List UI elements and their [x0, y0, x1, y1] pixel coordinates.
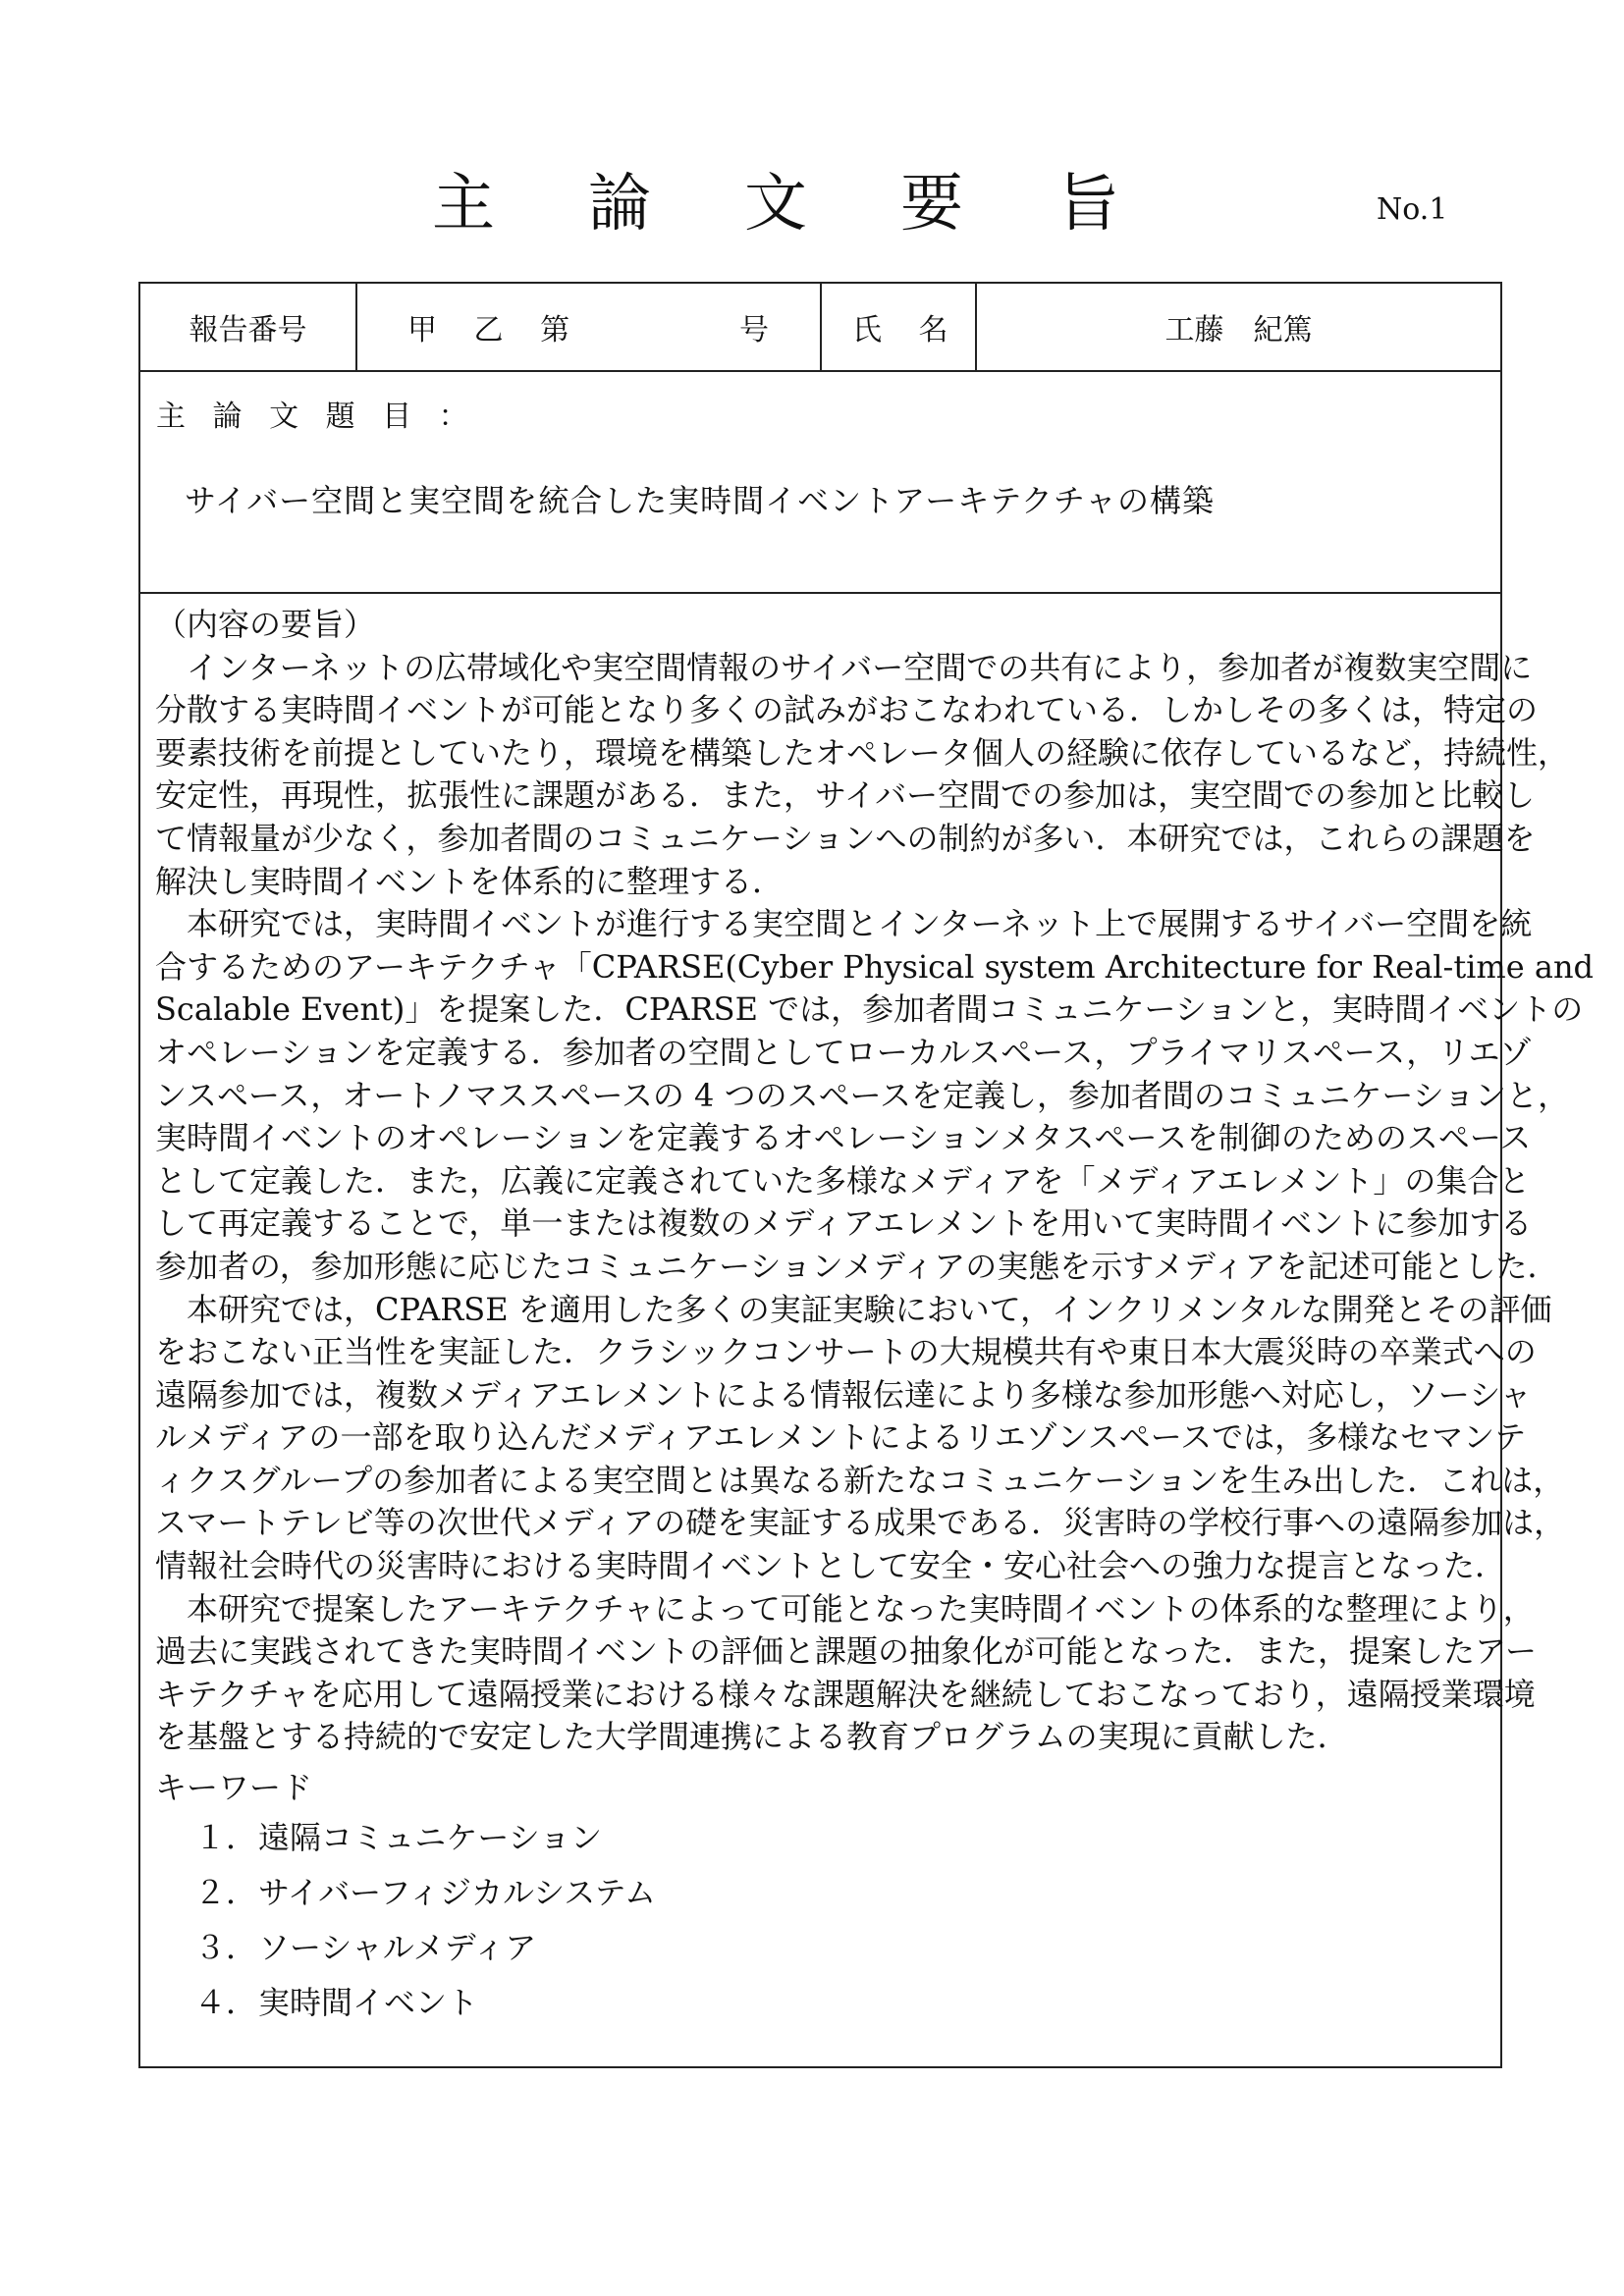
summary-body	[155, 604, 1595, 2030]
summary-line: 参加者の，参加形態に応じたコミュニケーションメディアの実態を示すメディアを記述可能とした．	[155, 1247, 1559, 1285]
summary-line: 情報社会時代の災害時における実時間イベントとして安全・安心社会への強力な提言となった．	[155, 1547, 1507, 1585]
summary-line: 過去に実践されてきた実時間イベントの評価と課題の抽象化が可能となった．また，提案したアー	[155, 1632, 1538, 1671]
name-label: 氏 名	[852, 313, 962, 347]
summary-line: ンスペース，オートノマススペースの 4 つのスペースを定義し，参加者間のコミュニケーションと，	[155, 1076, 1570, 1114]
info-row	[140, 284, 1500, 372]
report-no-value: 甲 乙 第	[407, 313, 584, 347]
keyword-item	[155, 1865, 1486, 1920]
summary-line: キテクチャを応用して遠隔授業における様々な課題解決を継続しておこなっており，遠隔授業環境	[155, 1675, 1536, 1713]
thesis-title-row	[140, 372, 1500, 594]
summary-line: インターネットの広帯域化や実空間情報のサイバー空間での共有により，参加者が複数実空間に	[155, 648, 1533, 686]
summary-heading: （内容の要旨）	[155, 606, 376, 643]
keyword-item	[155, 1810, 1486, 1865]
document-title	[432, 167, 1119, 241]
keyword-number: ３．	[194, 1928, 258, 1966]
title-char: 要	[900, 168, 963, 240]
divider	[820, 284, 822, 370]
divider	[355, 284, 357, 370]
summary-line: 実時間イベントのオペレーションを定義するオペレーションメタスペースを制御のためのスペース	[155, 1119, 1532, 1157]
summary-line: Scalable Event)」を提案した．CPARSE では，参加者間コミュニケーションと，実時間イベントの	[155, 990, 1584, 1029]
summary-line: 要素技術を前提としていたり，環境を構築したオペレータ個人の経験に依存しているなど，持続性，	[155, 733, 1570, 772]
summary-line: て情報量が少なく，参加者間のコミュニケーションへの制約が多い．本研究では，これらの課題を	[155, 819, 1536, 857]
author-name: 工藤 紀篤	[1164, 313, 1313, 347]
summary-line: として定義した．また，広義に定義されていた多様なメディアを「メディアエレメント」の集合と	[155, 1161, 1531, 1200]
summary-line: 分散する実時間イベントが可能となり多くの試みがおこなわれている．しかしその多くは，特定の	[155, 691, 1539, 729]
page-number: No.1	[1377, 192, 1448, 227]
summary-line: 解決し実時間イベントを体系的に整理する．	[155, 862, 785, 900]
keyword-number: ２．	[194, 1873, 258, 1911]
report-no-label: 報告番号	[189, 313, 307, 347]
summary-line: 遠隔参加では，複数メディアエレメントによる情報伝達により多様な参加形態へ対応し，ソーシャ	[155, 1375, 1532, 1414]
title-char: 旨	[1056, 168, 1119, 240]
keyword-item	[155, 1975, 1486, 2030]
title-char: 論	[588, 168, 651, 240]
keyword-text: 遠隔コミュニケーション	[258, 1818, 603, 1856]
summary-line: ルメディアの一部を取り込んだメディアエレメントによるリエゾンスペースでは，多様なセマンテ	[155, 1418, 1527, 1457]
keywords-label: キーワード	[155, 1769, 313, 1807]
thesis-title-label: 主 論 文 題 目 ：	[156, 400, 477, 434]
summary-line: 本研究では，実時間イベントが進行する実空間とインターネット上で展開するサイバー空間を統	[155, 905, 1533, 943]
summary-line: スマートテレビ等の次世代メディアの礎を実証する成果である．災害時の学校行事への遠隔参加は，	[155, 1504, 1566, 1542]
summary-line: 合するためのアーキテクチャ「CPARSE(Cyber Physical system Architecture for Real-time and	[155, 947, 1595, 986]
summary-line: オペレーションを定義する．参加者の空間としてローカルスペース，プライマリスペース，リエゾ	[155, 1033, 1532, 1071]
report-no-suffix: 号	[739, 313, 769, 347]
thesis-title: サイバー空間と実空間を統合した実時間イベントアーキテクチャの構築	[185, 482, 1215, 519]
keyword-text: 実時間イベント	[258, 1983, 479, 2021]
summary-line: を基盤とする持続的で安定した大学間連携による教育プログラムの実現に貢献した．	[155, 1718, 1349, 1756]
summary-line: して再定義することで，単一または複数のメディアエレメントを用いて実時間イベントに参加する	[155, 1204, 1533, 1243]
keyword-number: ４．	[194, 1983, 258, 2021]
keyword-number: １．	[194, 1818, 258, 1856]
summary-line: 本研究で提案したアーキテクチャによって可能となった実時間イベントの体系的な整理により，	[155, 1589, 1535, 1628]
title-char: 主	[432, 168, 495, 240]
summary-line: 安定性，再現性，拡張性に課題がある．また，サイバー空間での参加は，実空間での参加と比較し	[155, 776, 1536, 815]
keyword-text: サイバーフィジカルシステム	[258, 1873, 656, 1911]
keyword-text: ソーシャルメディア	[258, 1928, 537, 1966]
title-char: 文	[744, 168, 807, 240]
summary-line: ィクスグループの参加者による実空間とは異なる新たなコミュニケーションを生み出した．これは，	[155, 1461, 1565, 1499]
summary-line: 本研究では，CPARSE を適用した多くの実証実験において，インクリメンタルな開発とその評価	[155, 1290, 1552, 1328]
summary-line: をおこない正当性を実証した．クラシックコンサートの大規模共有や東日本大震災時の卒業式への	[155, 1333, 1537, 1371]
summary-form	[138, 282, 1595, 2068]
keyword-item	[155, 1920, 1486, 1975]
